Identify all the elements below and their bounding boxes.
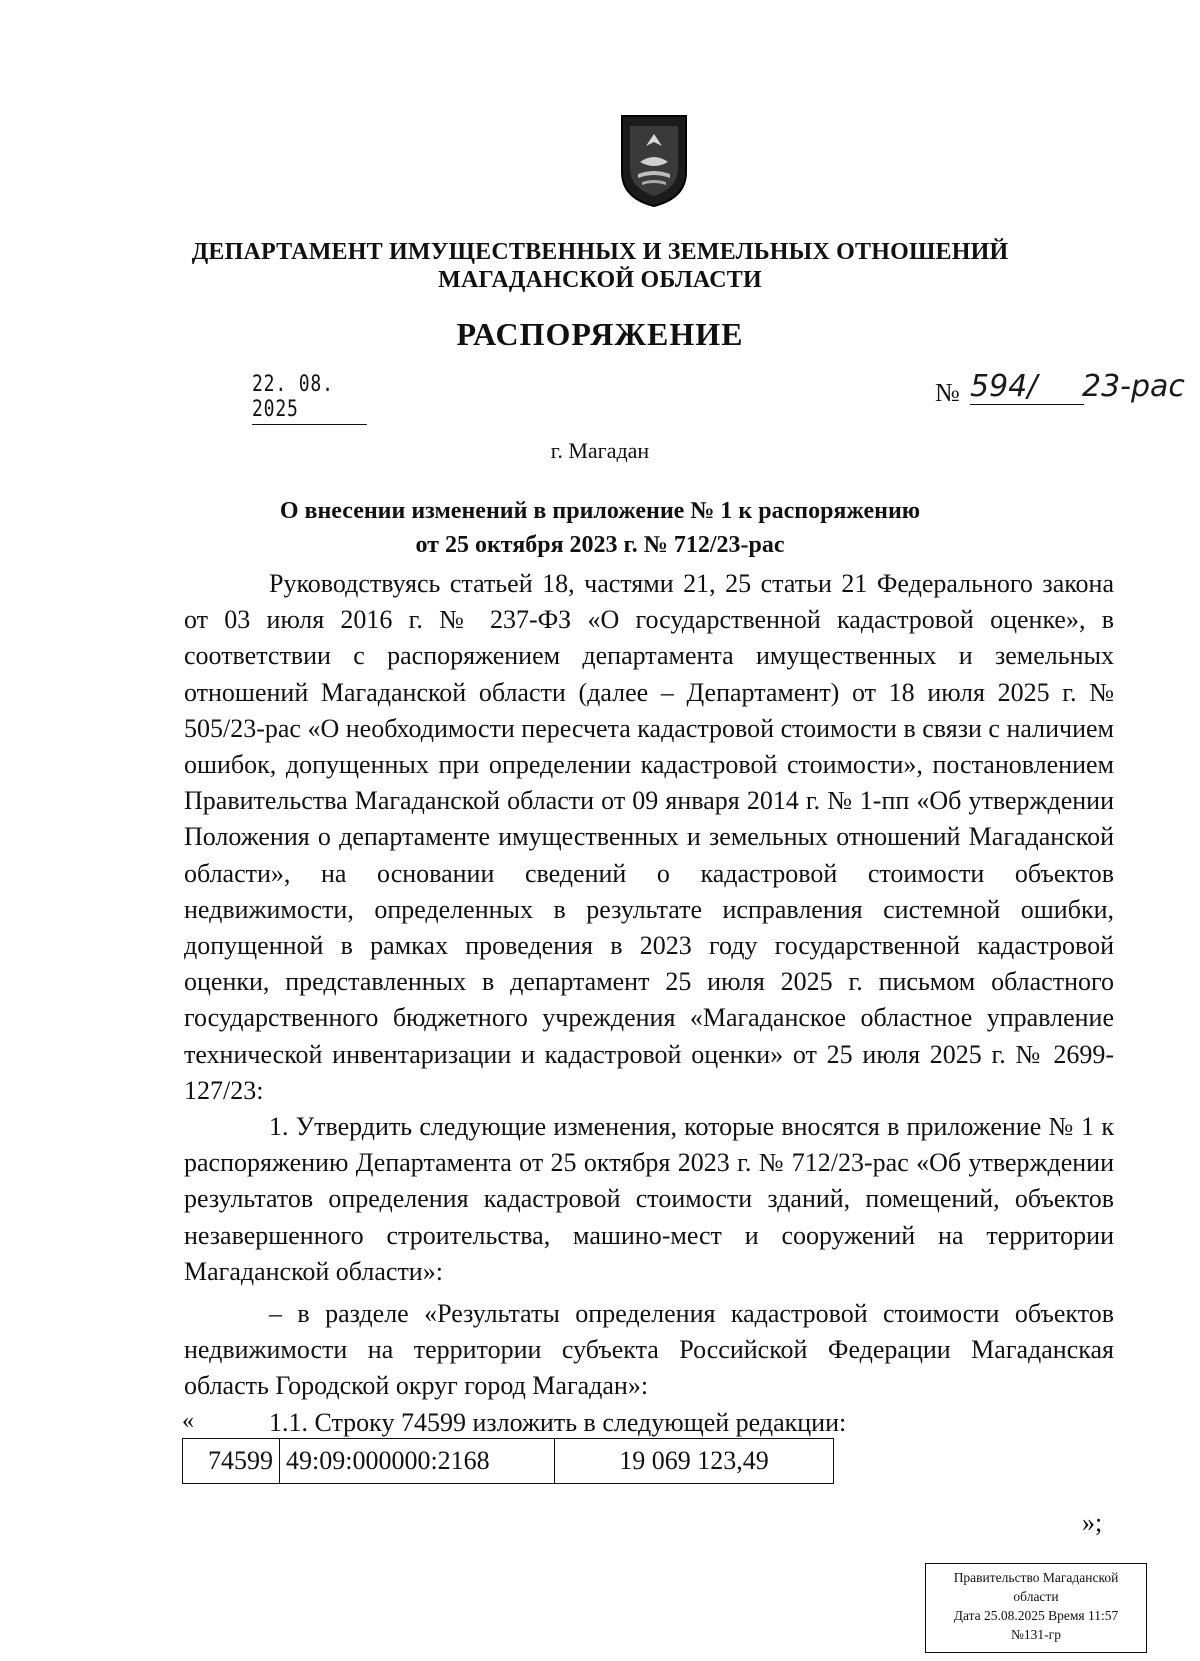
- item-1-1-paragraph: 1.1. Строку 74599 изложить в следующей редакции:: [269, 1407, 847, 1437]
- quote-open: «: [182, 1408, 194, 1434]
- document-number-suffix: 23-рас: [1082, 369, 1185, 404]
- stamp-line3: Дата 25.08.2025 Время 11:57: [953, 1608, 1119, 1623]
- department-name-line1: ДЕПАРТАМЕНТ ИМУЩЕСТВЕННЫХ И ЗЕМЕЛЬНЫХ ОТНОШЕНИЙ: [191, 239, 1009, 265]
- document-body: [184, 566, 1114, 1441]
- cadastral-number-cell: 49:09:000000:2168: [280, 1439, 555, 1484]
- document-date: 22. 08. 2025: [252, 372, 367, 425]
- item-1-paragraph: 1. Утвердить следующие изменения, которые вносятся в приложение № 1 к распоряжению Департамента от 25 октября 2023 г. № 712/23-рас «Об утверждении результатов определения кадастровой стоимости зданий, помещений, объектов незавершенного строительства, машино-мест и сооружений на территории Магаданской области»:: [184, 1112, 1114, 1286]
- amendment-table: [182, 1438, 834, 1484]
- document-type: РАСПОРЯЖЕНИЕ: [456, 316, 744, 352]
- stamp-line2: области: [1013, 1589, 1059, 1604]
- preamble-paragraph: Руководствуясь статьей 18, частями 21, 25 статьи 21 Федерального закона от 03 июля 2016 г. № 237-ФЗ «О государственной кадастровой оценке», в соответствии с распоряжением департамента имущественных и земельных отношений Магаданской области (далее – Департамент) от 18 июля 2025 г. № 505/23-рас «О необходимости пересчета кадастровой стоимости в связи с наличием ошибок, допущенных при определении кадастровой стоимости», постановлением Правительства Магаданской области от 09 января 2014 г. № 1-пп «Об утверждении Положения о департаменте имущественных и земельных отношений Магаданской области», на основании сведений о кадастровой стоимости объектов недвижимости, определенных в результате исправления системной ошибки, допущенной в рамках проведения в 2023 году государственной кадастровой оценки, представленных в департамент 25 июля 2025 г. письмом областного государственного бюджетного учреждения «Магаданское областное управление технической инвентаризации и кадастровой оценки» от 25 июля 2025 г. № 2699-127/23:: [184, 569, 1114, 1105]
- document-title-line1: О внесении изменений в приложение № 1 к распоряжению: [279, 498, 921, 524]
- stamp-line4: №131-гр: [1011, 1627, 1061, 1642]
- document-title-line2: от 25 октября 2023 г. № 712/23-рас: [415, 532, 785, 558]
- number-label: №: [935, 378, 960, 407]
- table-row: [183, 1439, 834, 1484]
- department-name-line2: МАГАДАНСКОЙ ОБЛАСТИ: [438, 267, 762, 293]
- quote-close: »;: [1082, 1508, 1103, 1537]
- registration-stamp: [925, 1563, 1147, 1653]
- row-number-cell: 74599: [183, 1439, 280, 1484]
- document-number: 594/: [970, 370, 1084, 405]
- stamp-line1: Правительство Магаданской: [953, 1570, 1119, 1585]
- coat-of-arms-emblem: [616, 112, 692, 208]
- cadastral-value-cell: 19 069 123,49: [555, 1439, 834, 1484]
- dash-item-paragraph: – в разделе «Результаты определения кадастровой стоимости объектов недвижимости на территории субъекта Российской Федерации Магаданская область Городской округ город Магадан»:: [184, 1299, 1114, 1401]
- city: г. Магадан: [550, 438, 650, 463]
